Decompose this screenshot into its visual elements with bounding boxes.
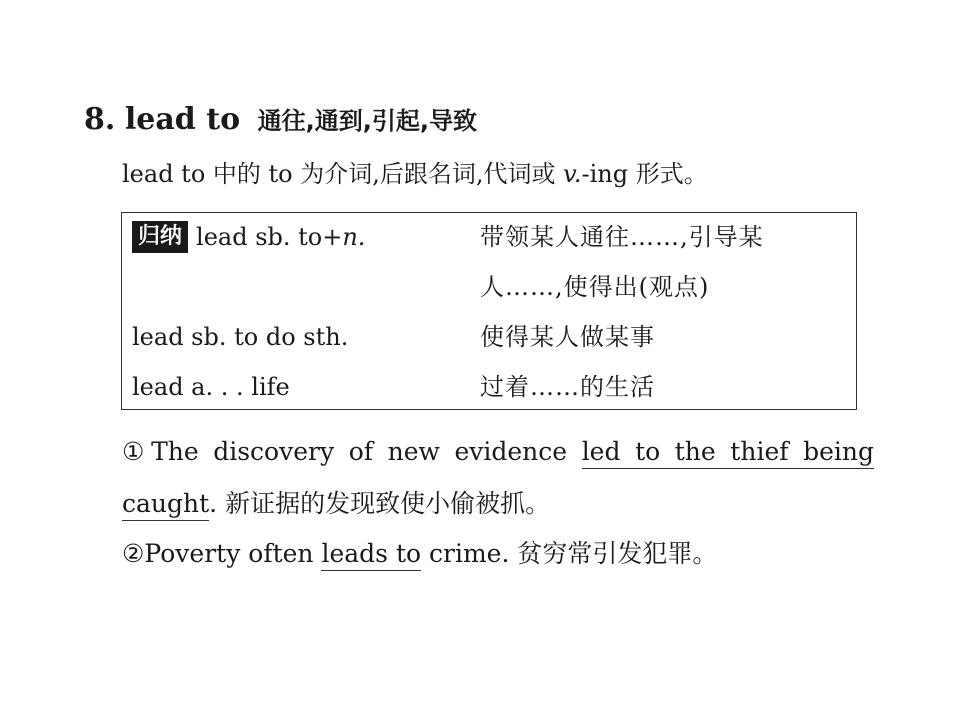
example-2-underlined: leads to — [321, 539, 421, 571]
summary-tag: 归纳 — [132, 221, 188, 253]
example-1-line-1 — [122, 432, 874, 472]
example-marker: ② — [122, 539, 145, 568]
item-number: 8. — [84, 102, 116, 137]
example-1-underlined-2: caught — [122, 489, 209, 521]
usage-note-part1: lead to 中的 to 为介词,后跟名词,代词或 — [122, 160, 556, 188]
summary-row-en: lead sb. to do sth. — [132, 323, 349, 351]
summary-row-zh: 人……,使得出(观点) — [480, 273, 710, 301]
heading-phrase: lead to — [124, 102, 241, 137]
example-1-lead: The discovery of new evidence — [151, 437, 568, 466]
summary-row-en-ital: n. — [342, 223, 366, 251]
section-heading — [84, 100, 477, 140]
example-1-line-2 — [122, 484, 550, 524]
example-2 — [122, 534, 717, 574]
summary-row-en: lead a. . . life — [132, 373, 290, 401]
summary-row-zh: 使得某人做某事 — [480, 323, 655, 351]
summary-box — [121, 212, 857, 410]
example-1-rest: . 新证据的发现致使小偷被抓。 — [209, 489, 551, 518]
usage-note — [122, 156, 708, 192]
summary-row-en — [132, 217, 365, 257]
summary-row-en-text: lead sb. to+ — [196, 223, 343, 251]
summary-row-zh: 过着……的生活 — [480, 373, 655, 401]
usage-note-verb-abbr: v. — [563, 160, 582, 188]
heading-meaning: 通往,通到,引起,导致 — [257, 107, 477, 135]
example-2-before: Poverty often — [144, 539, 314, 568]
example-marker: ① — [122, 437, 152, 466]
usage-note-part3: -ing 形式。 — [581, 160, 708, 188]
example-1-underlined-1: led to the thief being — [582, 437, 874, 469]
example-2-after: crime. 贫穷常引发犯罪。 — [429, 539, 718, 568]
summary-row-zh: 带领某人通往……,引导某 — [480, 223, 764, 251]
